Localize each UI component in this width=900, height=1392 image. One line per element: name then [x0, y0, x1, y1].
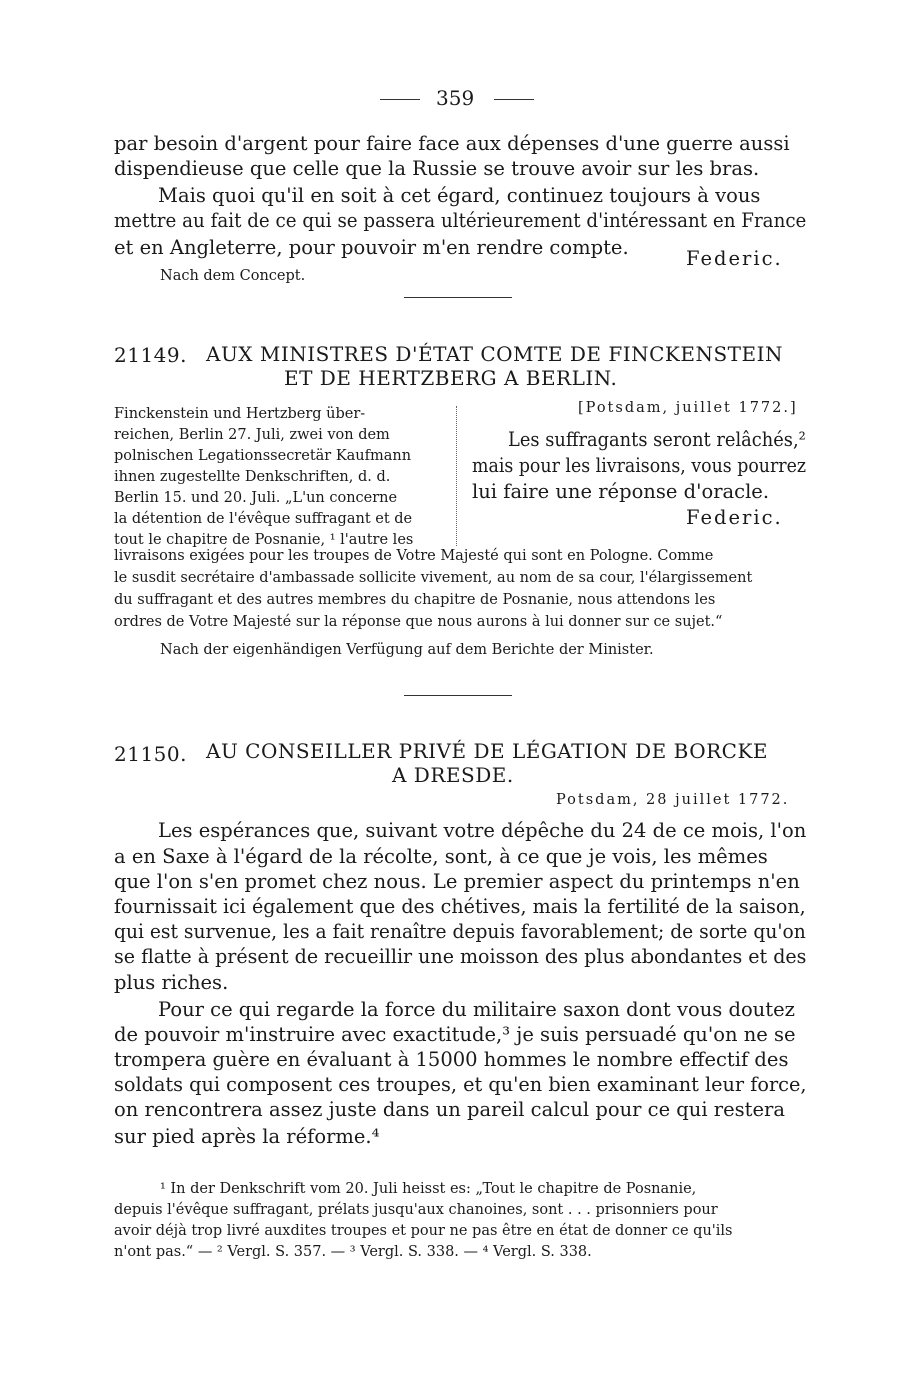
section-divider — [404, 695, 512, 696]
text-line: trompera guère en évaluant à 15000 hommes le nombre effectif des — [114, 1048, 789, 1071]
summary-line: ihnen zugestellte Denkschriften, d. d. — [114, 469, 391, 485]
page-number: 359 — [436, 86, 475, 110]
footnote-line: depuis l'évêque suffragant, prélats jusqu'aux chanoines, sont . . . prisonniers pour — [114, 1202, 718, 1218]
summary-line: Berlin 15. und 20. Juli. „L'un concerne — [114, 490, 398, 506]
text-line: dispendieuse que celle que la Russie se trouve avoir sur les bras. — [114, 157, 760, 180]
text-line: et en Angleterre, pour pouvoir m'en rendre compte. — [114, 236, 629, 259]
summary-line: ordres de Votre Majesté sur la réponse que nous aurons à lui donner sur ce sujet.“ — [114, 614, 723, 630]
reply-line: mais pour les livraisons, vous pourrez — [472, 454, 807, 477]
letter-title-line-1: AU CONSEILLER PRIVÉ DE LÉGATION DE BORCKE — [206, 739, 769, 763]
text-line: sur pied après la réforme.⁴ — [114, 1125, 380, 1148]
summary-line: livraisons exigées pour les troupes de Votre Majesté qui sont en Pologne. Comme — [114, 548, 714, 564]
text-line: mettre au fait de ce qui se passera ultérieurement d'intéressant en France — [114, 209, 807, 232]
text-line: Mais quoi qu'il en soit à cet égard, continuez toujours à vous — [158, 184, 761, 207]
text-line: soldats qui composent ces troupes, et qu'en bien examinant leur force, — [114, 1073, 807, 1096]
reply-line: lui faire une réponse d'oracle. — [472, 480, 770, 503]
header-rule-right — [494, 99, 534, 100]
summary-line: Finckenstein und Hertzberg über- — [114, 406, 366, 422]
summary-line: polnischen Legationssecretär Kaufmann — [114, 448, 412, 464]
footnote-line: ¹ In der Denkschrift vom 20. Juli heisst es: „Tout le chapitre de Posnanie, — [160, 1181, 697, 1197]
text-line: a en Saxe à l'égard de la récolte, sont, à ce que je vois, les mêmes — [114, 845, 768, 868]
letter-title-line-1: AUX MINISTRES D'ÉTAT COMTE DE FINCKENSTEIN — [206, 342, 783, 366]
letter-title-line-2: A DRESDE. — [392, 763, 514, 787]
summary-line: tout le chapitre de Posnanie, ¹ l'autre les — [114, 532, 414, 548]
text-line: que l'on s'en promet chez nous. Le premier aspect du printemps n'en — [114, 870, 800, 893]
summary-line: du suffragant et des autres membres du chapitre de Posnanie, nous attendons les — [114, 592, 716, 608]
section-divider — [404, 297, 512, 298]
column-separator — [456, 406, 457, 546]
signature: Federic. — [686, 247, 783, 270]
letter-number: 21149. — [114, 343, 187, 367]
text-line: de pouvoir m'instruire avec exactitude,³ je suis persuadé qu'on ne se — [114, 1023, 796, 1046]
summary-line: reichen, Berlin 27. Juli, zwei von dem — [114, 427, 390, 443]
footnote-line: avoir déjà trop livré auxdites troupes et pour ne pas être en état de donner ce qu'ils — [114, 1223, 733, 1239]
source-note: Nach der eigenhändigen Verfügung auf dem Berichte der Minister. — [160, 642, 654, 658]
reply-line: Les suffragants seront relâchés,² — [508, 428, 806, 451]
signature: Federic. — [686, 506, 783, 529]
text-line: plus riches. — [114, 971, 229, 994]
place-date: [Potsdam, juillet 1772.] — [578, 400, 798, 416]
header-rule-left — [380, 99, 420, 100]
place-date: Potsdam, 28 juillet 1772. — [556, 792, 790, 808]
footnote-line: n'ont pas.“ — ² Vergl. S. 357. — ³ Vergl. S. 338. — ⁴ Vergl. S. 338. — [114, 1244, 592, 1260]
text-line: par besoin d'argent pour faire face aux dépenses d'une guerre aussi — [114, 132, 790, 155]
text-line: on rencontrera assez juste dans un pareil calcul pour ce qui restera — [114, 1098, 785, 1121]
text-line: Pour ce qui regarde la force du militaire saxon dont vous doutez — [158, 998, 795, 1021]
summary-line: la détention de l'évêque suffragant et de — [114, 511, 413, 527]
letter-number: 21150. — [114, 742, 187, 766]
text-line: fournissait ici également que des chétives, mais la fertilité de la saison, — [114, 895, 806, 918]
text-line: se flatte à présent de recueillir une moisson des plus abondantes et des — [114, 945, 807, 968]
source-note: Nach dem Concept. — [160, 268, 306, 284]
text-line: Les espérances que, suivant votre dépêche du 24 de ce mois, l'on — [158, 819, 807, 842]
summary-line: le susdit secrétaire d'ambassade sollicite vivement, au nom de sa cour, l'élargissement — [114, 570, 753, 586]
text-line: qui est survenue, les a fait renaître depuis favorablement; de sorte qu'on — [114, 920, 806, 943]
letter-title-line-2: ET DE HERTZBERG A BERLIN. — [284, 366, 618, 390]
